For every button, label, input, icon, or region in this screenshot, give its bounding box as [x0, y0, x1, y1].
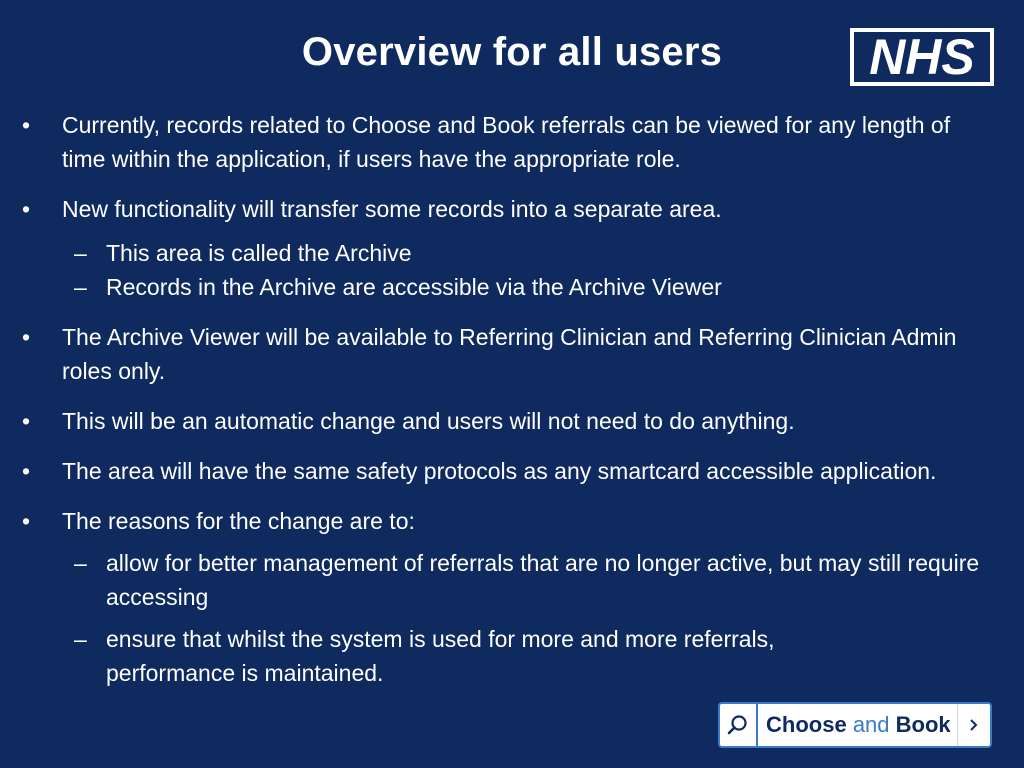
logo-word-book: Book	[895, 712, 951, 737]
bullet-glyph: •	[22, 458, 31, 484]
sub-item	[22, 622, 992, 690]
bullet-item	[22, 192, 992, 226]
dash-glyph: –	[74, 240, 87, 266]
bullet-item	[22, 404, 992, 438]
bullet-glyph: •	[22, 112, 31, 138]
sub-item	[22, 546, 992, 614]
bullet-text: New functionality will transfer some records into a separate area.	[62, 196, 722, 222]
logo-wordmark	[758, 712, 957, 738]
nhs-logo-text: NHS	[869, 32, 975, 82]
sub-item	[22, 270, 992, 304]
sub-text: This area is called the Archive	[106, 240, 412, 266]
bullet-glyph: •	[22, 324, 31, 350]
nhs-logo-mark	[854, 32, 990, 82]
sub-item	[22, 236, 992, 270]
bullet-text: The reasons for the change are to:	[62, 508, 415, 534]
bullet-list	[22, 108, 992, 706]
nhs-logo	[850, 28, 994, 86]
bullet-text: Currently, records related to Choose and Book referrals can be viewed for any length of time within the application, if users have the appropriate role.	[62, 112, 951, 172]
sub-list	[22, 236, 992, 304]
bullet-text: This will be an automatic change and users will not need to do anything.	[62, 408, 795, 434]
bullet-glyph: •	[22, 408, 31, 434]
dash-glyph: –	[74, 550, 87, 576]
chevron-right-icon	[957, 704, 990, 746]
bullet-glyph: •	[22, 508, 31, 534]
dash-glyph: –	[74, 626, 87, 652]
sub-text: ensure that whilst the system is used for more and more referrals, performance is maintained.	[106, 626, 775, 686]
bullet-text: The area will have the same safety protocols as any smartcard accessible application.	[62, 458, 937, 484]
sub-text: allow for better management of referrals that are no longer active, but may still require accessing	[106, 550, 980, 610]
bullet-item	[22, 320, 992, 388]
sub-list	[22, 546, 992, 690]
bullet-glyph: •	[22, 196, 31, 222]
bullet-text: The Archive Viewer will be available to Referring Clinician and Referring Clinician Admin roles only.	[62, 324, 957, 384]
slide-title: Overview for all users	[301, 30, 723, 74]
bullet-item	[22, 454, 992, 488]
bullet-item	[22, 108, 992, 176]
logo-word-choose: Choose	[766, 712, 847, 737]
logo-word-and: and	[852, 712, 890, 737]
sub-text: Records in the Archive are accessible via the Archive Viewer	[106, 274, 722, 300]
dash-glyph: –	[74, 274, 87, 300]
search-icon	[720, 704, 758, 746]
bullet-item	[22, 504, 992, 538]
choose-and-book-logo	[718, 702, 992, 748]
